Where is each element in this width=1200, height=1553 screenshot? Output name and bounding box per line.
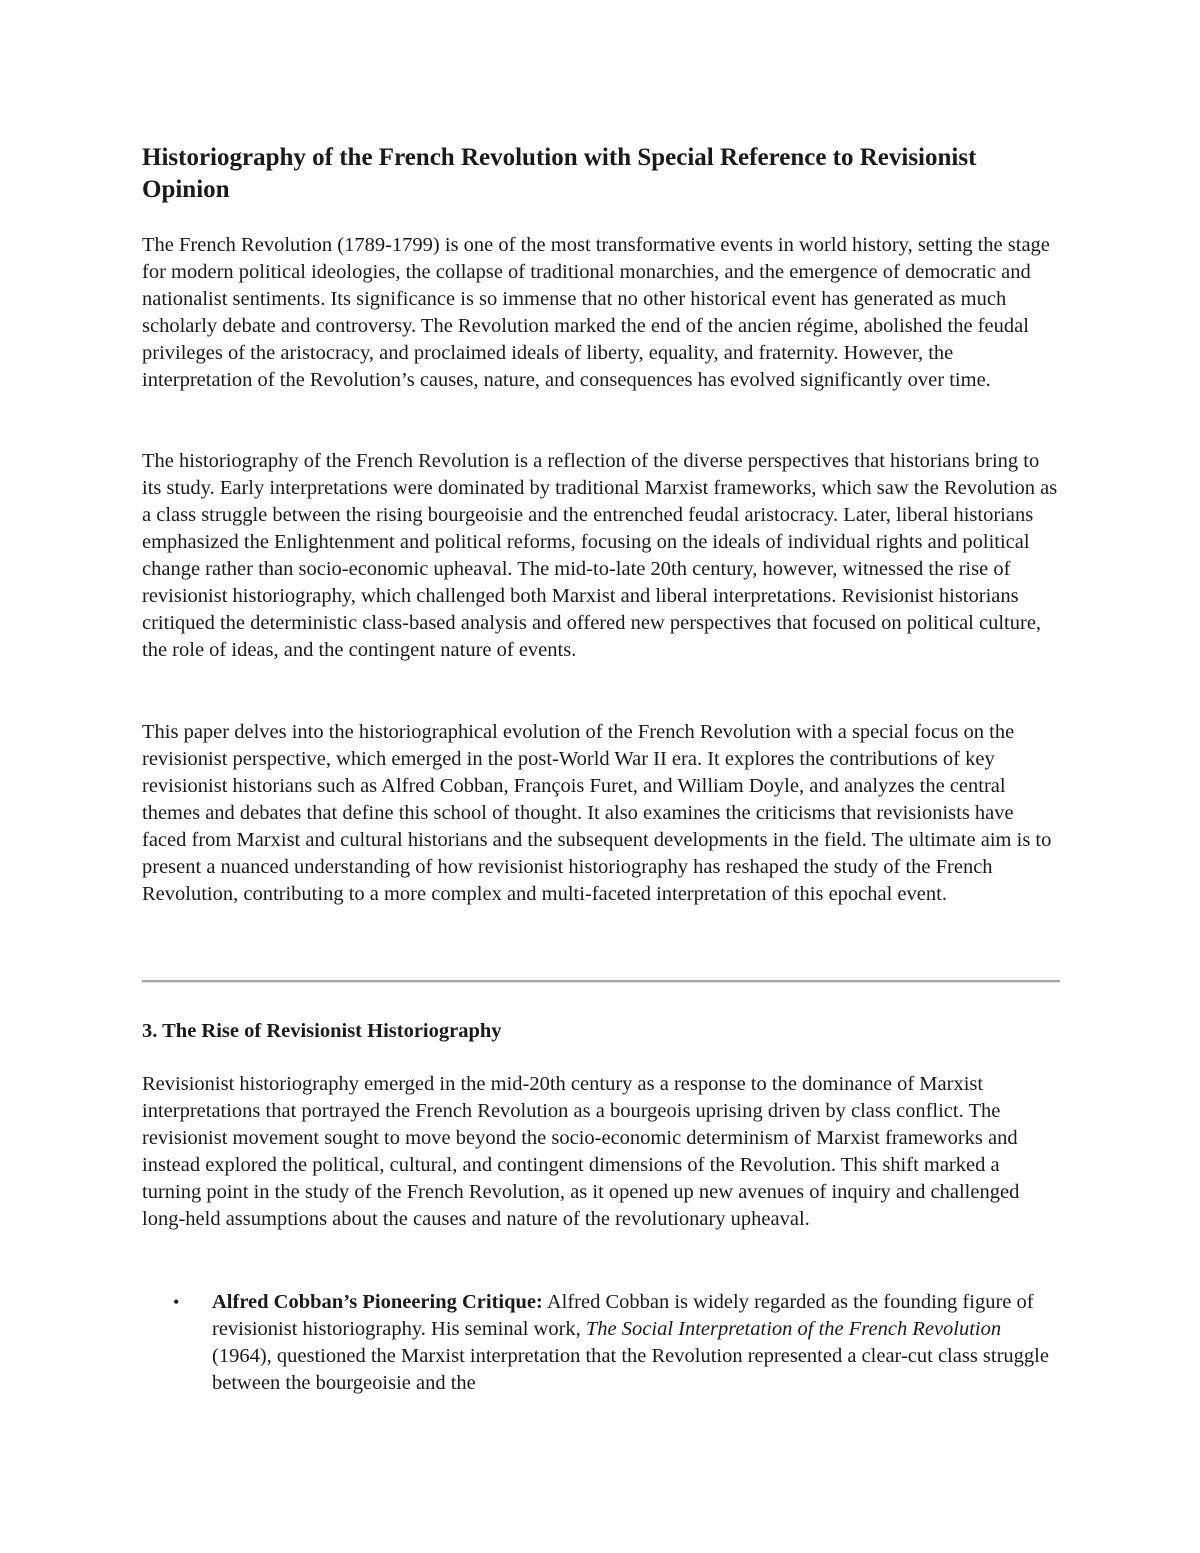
intro-paragraph-1: The French Revolution (1789-1799) is one of the most transformative events in world history, setting the stage for modern political ideologies, the collapse of traditional monarchies, and the emergence of democratic and nationalist sentiments. Its significance is so immense that no other historical event has generated as much scholarly debate and controversy. The Revolution marked the end of the ancien régime, abolished the feudal privileges of the aristocracy, and proclaimed ideals of liberty, equality, and fraternity. However, the interpretation of the Revolution’s causes, nature, and consequences has evolved significantly over time. [142, 234, 1050, 391]
bullet-text-before: Alfred Cobban is widely regarded as the founding figure of revisionist historiography. His seminal work, [212, 1291, 1034, 1340]
section-divider [142, 980, 1060, 983]
section-paragraph: Revisionist historiography emerged in the mid-20th century as a response to the dominance of Marxist interpretations that portrayed the French Revolution as a bourgeois uprising driven by class conflict. The revisionist movement sought to move beyond the socio-economic determinism of Marxist frameworks and instead explored the political, cultural, and contingent dimensions of the Revolution. This shift marked a turning point in the study of the French Revolution, as it opened up new avenues of inquiry and challenged long-held assumptions about the causes and nature of the revolutionary upheaval. [142, 1073, 1020, 1230]
section-heading: 3. The Rise of Revisionist Historiography [142, 1020, 502, 1042]
document-title: Historiography of the French Revolution with Special Reference to Revisionist Opinion [142, 144, 977, 203]
bullet-lead: Alfred Cobban’s Pioneering Critique: [212, 1291, 543, 1313]
intro-paragraph-2: The historiography of the French Revolution is a reflection of the diverse perspectives that historians bring to its study. Early interpretations were dominated by traditional Marxist frameworks, which saw the Revolution as a class struggle between the rising bourgeoisie and the entrenched feudal aristocracy. Later, liberal historians emphasized the Enlightenment and political reforms, focusing on the ideals of individual rights and political change rather than socio-economic upheaval. The mid-to-late 20th century, however, witnessed the rise of revisionist historiography, which challenged both Marxist and liberal interpretations. Revisionist historians critiqued the deterministic class-based analysis and offered new perspectives that focused on political culture, the role of ideas, and the contingent nature of events. [142, 450, 1058, 661]
bullet-icon: • [173, 1292, 180, 1312]
bullet-list [142, 1289, 1060, 1397]
list-item [142, 1289, 1060, 1397]
intro-paragraph-3: This paper delves into the historiographical evolution of the French Revolution with a special focus on the revisionist perspective, which emerged in the post-World War II era. It explores the contributions of key revisionist historians such as Alfred Cobban, François Furet, and William Doyle, and analyzes the central themes and debates that define this school of thought. It also examines the criticisms that revisionists have faced from Marxist and cultural historians and the subsequent developments in the field. The ultimate aim is to present a nuanced understanding of how revisionist historiography has reshaped the study of the French Revolution, contributing to a more complex and multi-faceted interpretation of this epochal event. [142, 721, 1052, 905]
book-title: The Social Interpretation of the French Revolution [585, 1318, 1002, 1340]
bullet-text-after: (1964), questioned the Marxist interpretation that the Revolution represented a clear-cut class struggle between the bourgeoisie and the [212, 1345, 1049, 1394]
